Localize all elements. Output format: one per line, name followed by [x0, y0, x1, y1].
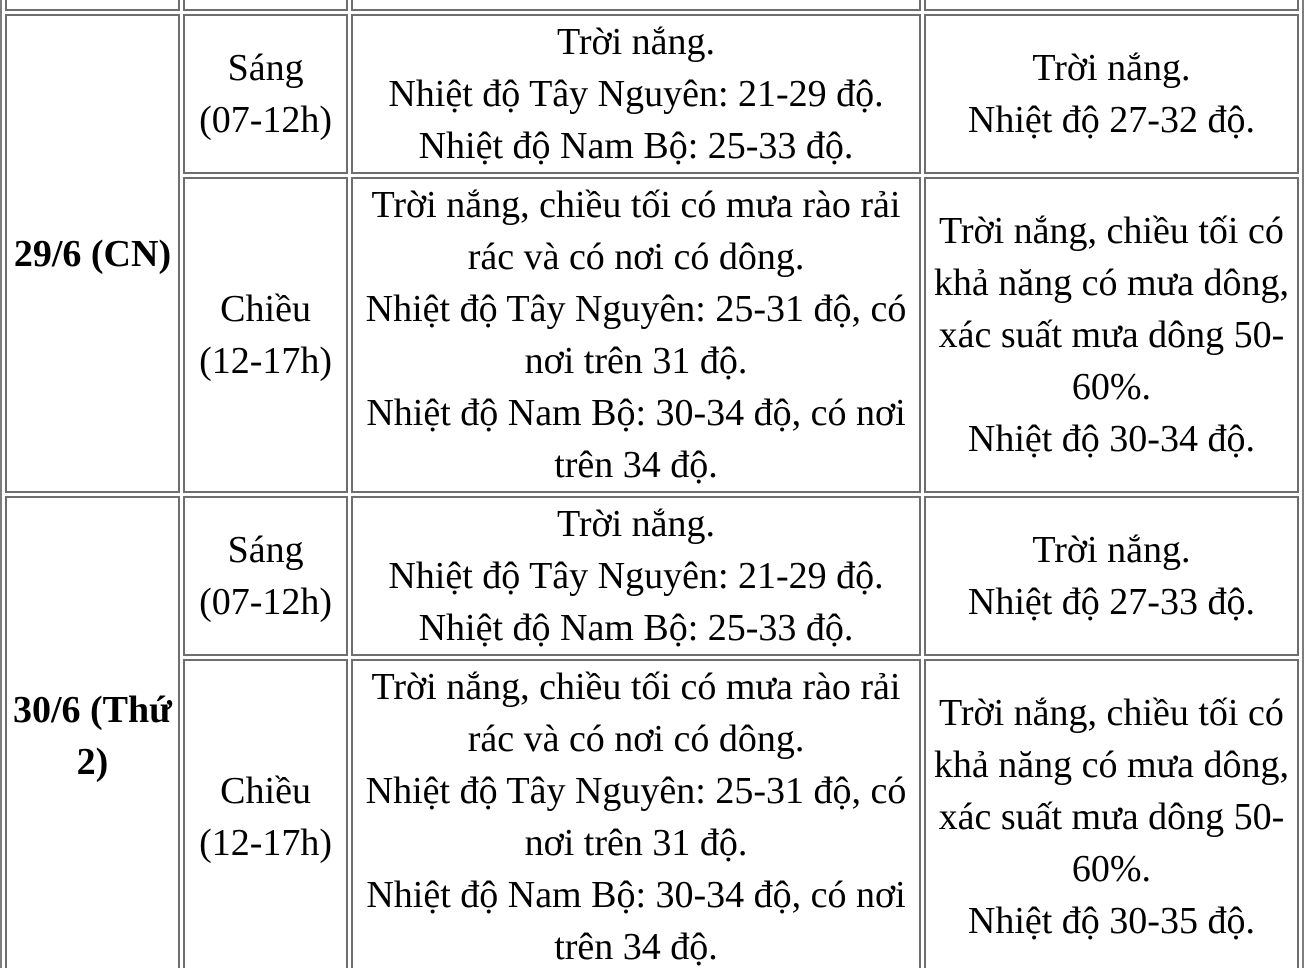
forecast-text: Trời nắng.	[1032, 47, 1191, 89]
forecast-text: Nhiệt độ 27-32 độ.	[967, 99, 1255, 141]
city-forecast-cell	[924, 659, 1299, 968]
forecast-text: Nhiệt độ 30-34 độ.	[967, 418, 1255, 460]
period-hours: (07-12h)	[199, 581, 333, 623]
forecast-text: Nhiệt độ Tây Nguyên: 25-31 độ, có nơi trên 31 độ.	[365, 288, 907, 382]
forecast-text: Nhiệt độ 27-33 độ.	[967, 581, 1255, 623]
region-forecast-cell	[351, 659, 921, 968]
city-forecast-cell	[924, 14, 1299, 174]
region-forecast-cell	[351, 14, 921, 174]
forecast-text: Trời nắng, chiều tối có mưa rào rải rác và có nơi có dông.	[371, 666, 901, 760]
forecast-text: Nhiệt độ Tây Nguyên: 21-29 độ.	[388, 555, 884, 597]
table-row	[5, 14, 1299, 174]
forecast-text: Trời nắng, chiều tối có mưa rào rải rác và có nơi có dông.	[371, 184, 901, 278]
city-forecast-cell	[924, 177, 1299, 493]
period-hours: (12-17h)	[199, 340, 333, 382]
period-name: Chiều	[220, 288, 311, 330]
period-cell	[183, 177, 348, 493]
forecast-text: Trời nắng.	[1032, 529, 1191, 571]
table-cell	[351, 0, 921, 11]
period-name: Chiều	[220, 770, 311, 812]
period-hours: (07-12h)	[199, 99, 333, 141]
forecast-text: Trời nắng, chiều tối có khả năng có mưa dông, xác suất mưa dông 50-60%.	[933, 210, 1289, 408]
forecast-text: Nhiệt độ Nam Bộ: 30-34 độ, có nơi trên 34 độ.	[366, 874, 906, 968]
city-forecast-cell	[924, 496, 1299, 656]
table-cell	[5, 0, 180, 11]
period-cell	[183, 14, 348, 174]
forecast-text: Trời nắng.	[556, 503, 716, 545]
table-row	[5, 496, 1299, 656]
forecast-text: Trời nắng.	[556, 21, 716, 63]
period-cell	[183, 659, 348, 968]
table-cell	[183, 0, 348, 11]
table-cell	[924, 0, 1299, 11]
period-name: Sáng	[227, 529, 304, 571]
date-cell	[5, 496, 180, 968]
date-label: 30/6 (Thứ 2)	[12, 688, 172, 783]
forecast-text: Nhiệt độ Nam Bộ: 25-33 độ.	[418, 607, 854, 649]
forecast-text: Trời nắng, chiều tối có khả năng có mưa dông, xác suất mưa dông 50-60%.	[933, 692, 1289, 890]
date-label: 29/6 (CN)	[13, 232, 172, 275]
period-cell	[183, 496, 348, 656]
table-row	[5, 659, 1299, 968]
forecast-text: Nhiệt độ Nam Bộ: 30-34 độ, có nơi trên 34 độ.	[366, 392, 906, 486]
date-cell	[5, 14, 180, 493]
forecast-text: Nhiệt độ Nam Bộ: 25-33 độ.	[418, 125, 854, 167]
table-row	[5, 177, 1299, 493]
forecast-text: Nhiệt độ Tây Nguyên: 21-29 độ.	[388, 73, 884, 115]
forecast-text: Nhiệt độ 30-35 độ.	[967, 900, 1255, 942]
region-forecast-cell	[351, 177, 921, 493]
forecast-text: Nhiệt độ Tây Nguyên: 25-31 độ, có nơi trên 31 độ.	[365, 770, 907, 864]
region-forecast-cell	[351, 496, 921, 656]
period-name: Sáng	[227, 47, 304, 89]
table-row-partial-top	[5, 0, 1299, 11]
period-hours: (12-17h)	[199, 822, 333, 864]
